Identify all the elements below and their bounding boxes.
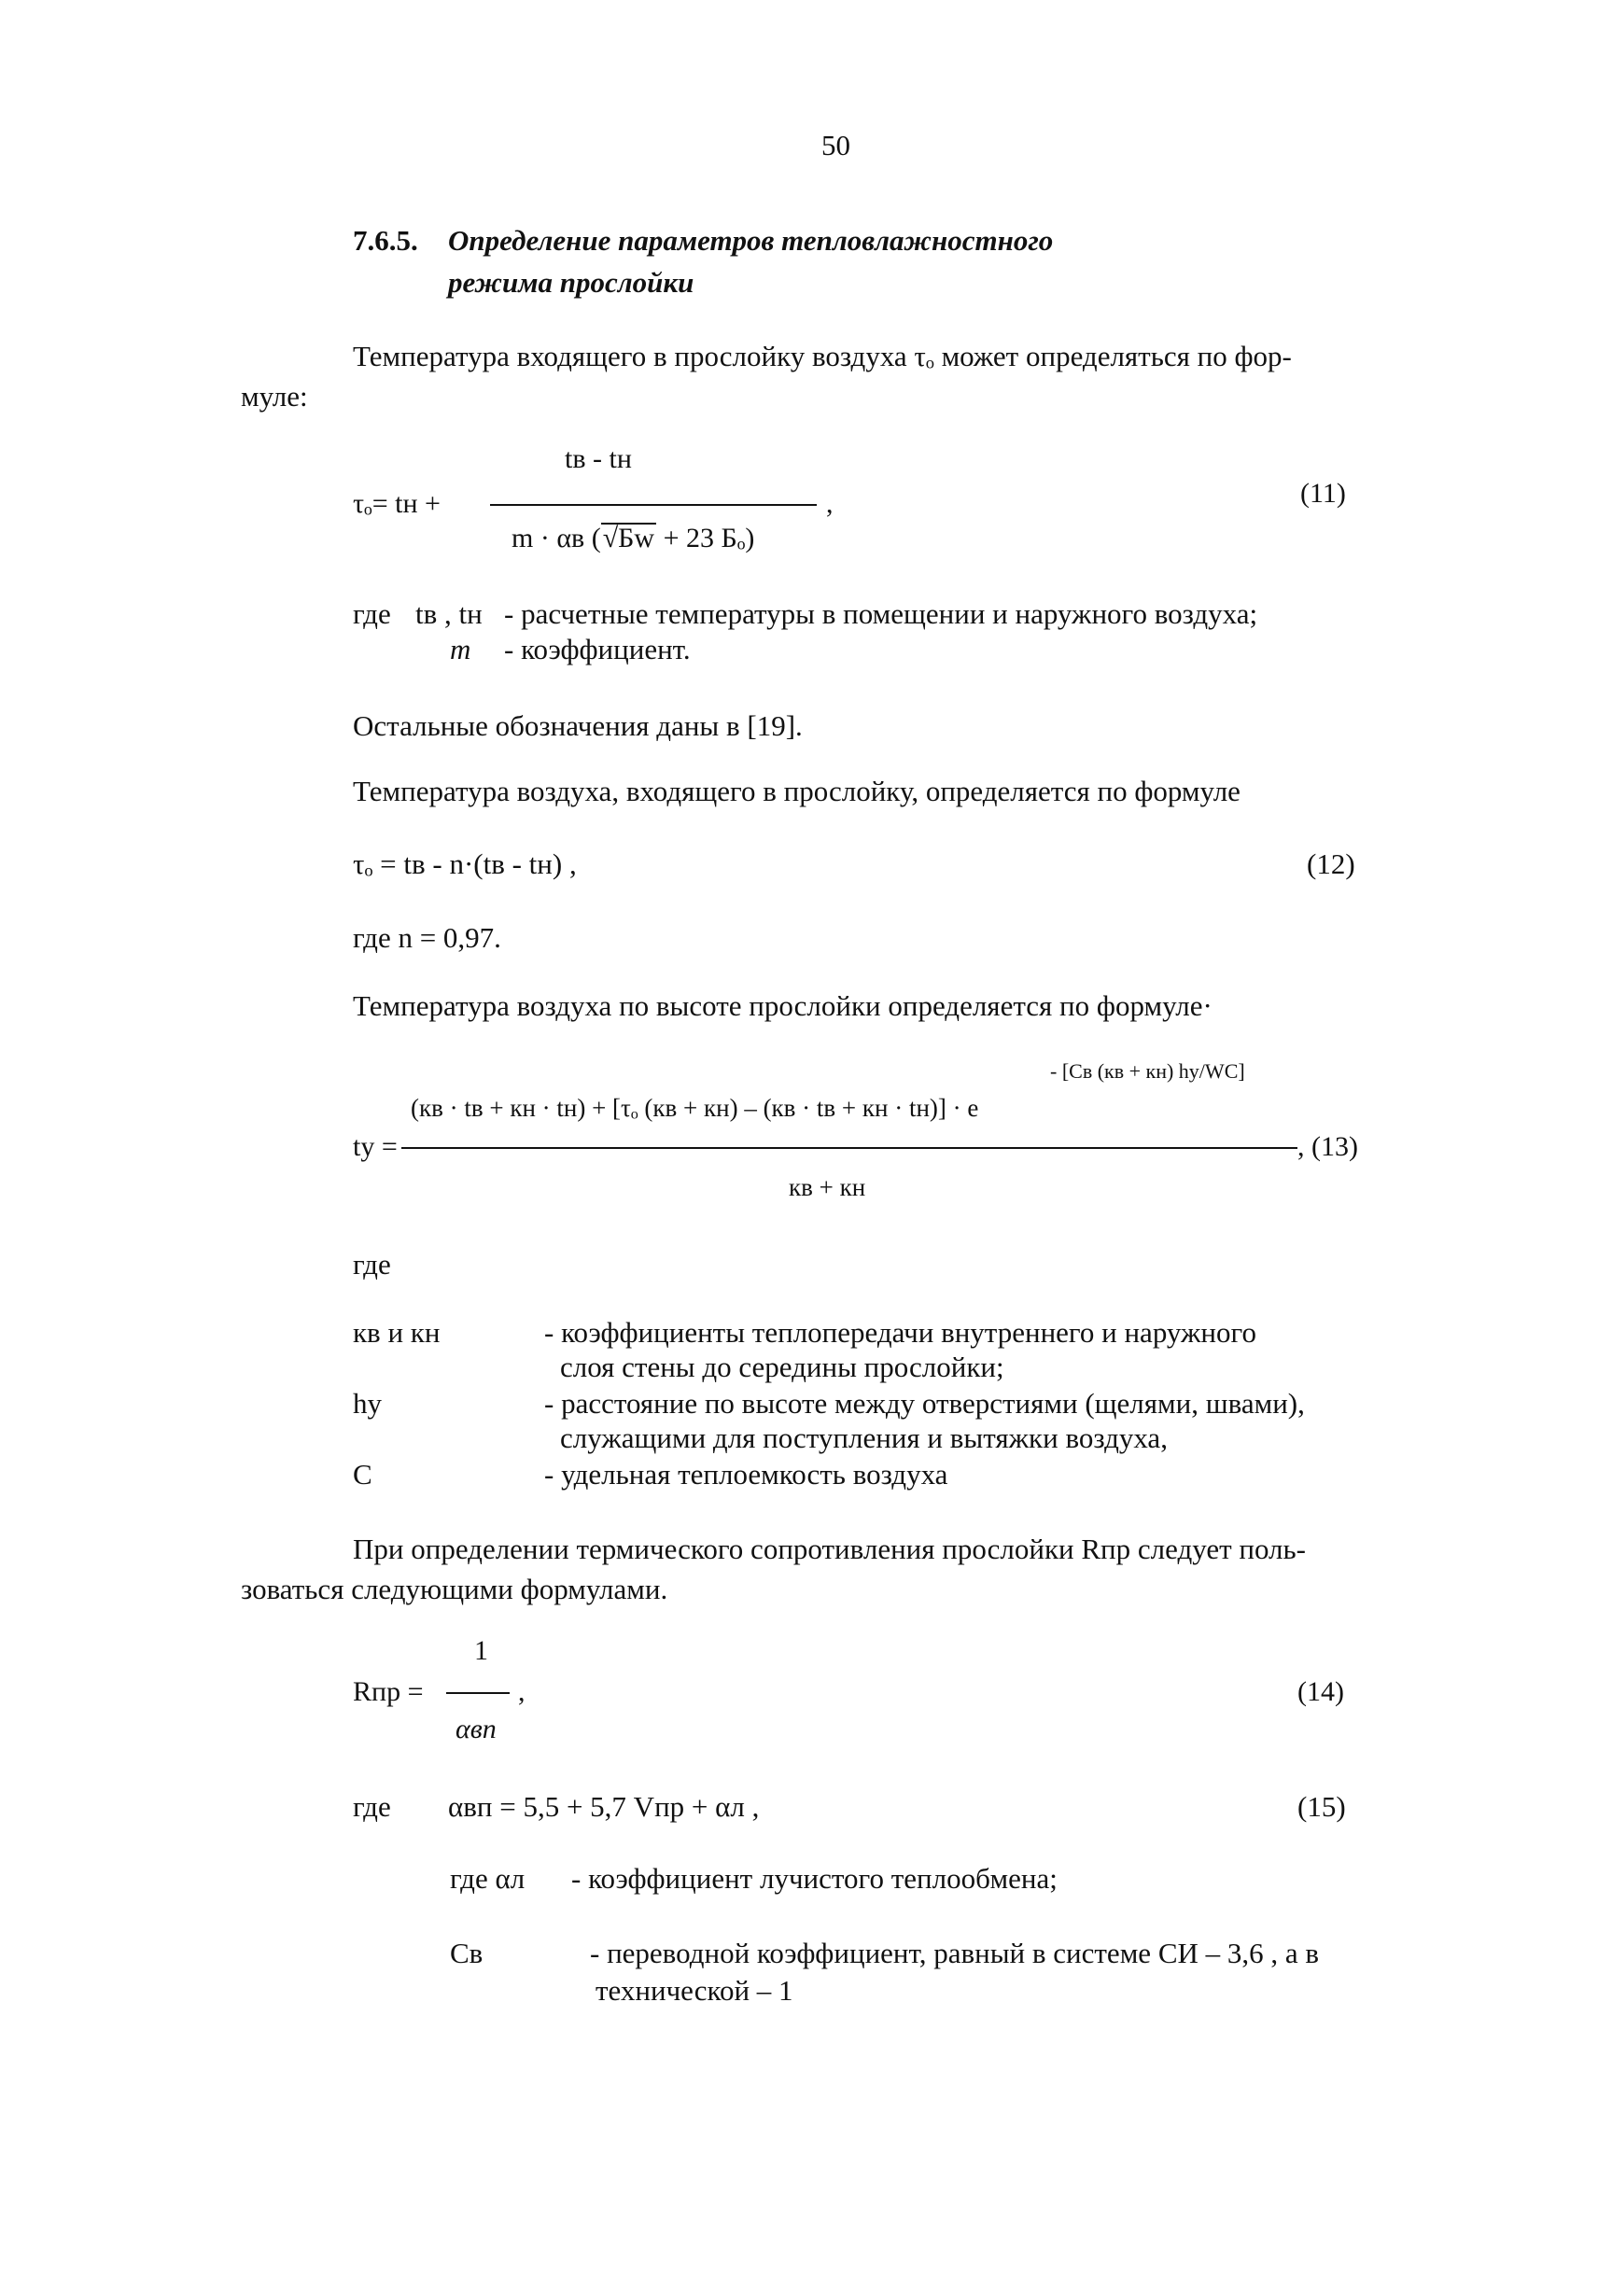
where15-label: где αл bbox=[450, 1862, 526, 1895]
where11-desc2: - коэффициент. bbox=[504, 633, 691, 665]
where11-sym1: tв , tн bbox=[415, 597, 483, 630]
eq13-exponent: - [Cв (кв + кн) hу/WC] bbox=[1050, 1059, 1245, 1083]
where13-label: где bbox=[353, 1248, 391, 1281]
where15-desc2-line2: технической – 1 bbox=[596, 1974, 793, 2007]
where15-desc2-line1: - переводной коэффициент, равный в системе СИ – 3,6 , а в bbox=[590, 1937, 1320, 1969]
eq11-den-left: m · αв ( bbox=[512, 523, 601, 553]
where13-item-line1: - удельная теплоемкость воздуха bbox=[544, 1458, 948, 1491]
eq11-denominator bbox=[512, 523, 754, 554]
where13-item-sym: hу bbox=[353, 1387, 382, 1420]
section-number: 7.6.5. bbox=[353, 224, 418, 257]
eq15-expr: αвп = 5,5 + 5,7 Vпр + αл , bbox=[448, 1790, 760, 1823]
where11-label: где bbox=[353, 597, 391, 630]
section-title-line1: Определение параметров тепловлажностного bbox=[448, 224, 1054, 257]
eq11-den-sqrt: √Бw bbox=[602, 523, 655, 553]
eq14-numerator: 1 bbox=[474, 1635, 488, 1666]
eq13-fraction-bar bbox=[401, 1147, 1297, 1149]
other-notation: Остальные обозначения даны в [19]. bbox=[353, 709, 803, 742]
eq14-denominator: αвп bbox=[456, 1714, 497, 1744]
eq13-lhs: tу = bbox=[353, 1131, 398, 1162]
paragraph-2: Температура воздуха, входящего в прослойку, определяется по формуле bbox=[353, 775, 1241, 807]
eq14-lhs: Rпр = bbox=[353, 1676, 424, 1707]
where15-sym2: Cв bbox=[450, 1937, 484, 1969]
where13-item-sym: кв и кн bbox=[353, 1316, 441, 1349]
eq15-number: (15) bbox=[1297, 1790, 1346, 1823]
eq11-tail: , bbox=[826, 488, 834, 519]
n-value: где n = 0,97. bbox=[353, 921, 501, 954]
paragraph-4-line2: зоваться следующими формулами. bbox=[241, 1573, 668, 1605]
where11-desc1: - расчетные температуры в помещении и наружного воздуха; bbox=[504, 597, 1258, 630]
where15-desc1: - коэффициент лучистого теплообмена; bbox=[571, 1862, 1058, 1895]
eq11-fraction-bar bbox=[490, 504, 817, 506]
section-title-line2: режима прослойки bbox=[448, 266, 694, 299]
eq11-den-right: + 23 Бₒ) bbox=[656, 523, 755, 553]
eq12-expr: τₒ = tв - n·(tв - tн) , bbox=[353, 847, 577, 880]
eq15-label: где bbox=[353, 1790, 391, 1823]
where13-item-sym: C bbox=[353, 1458, 372, 1491]
where13-item-line2: служащими для поступления и вытяжки воздуха, bbox=[560, 1421, 1168, 1454]
eq12-number: (12) bbox=[1307, 847, 1355, 880]
paragraph-3: Температура воздуха по высоте прослойки определяется по формуле· bbox=[353, 989, 1213, 1022]
eq13-number: , (13) bbox=[1297, 1131, 1358, 1162]
eq11-lhs: τₒ= tн + bbox=[353, 488, 441, 519]
paragraph-1-line1: Температура входящего в прослойку воздуха τₒ может определяться по фор- bbox=[353, 340, 1292, 372]
eq14-fraction-bar bbox=[446, 1692, 510, 1694]
where11-sym2: m bbox=[450, 633, 471, 665]
paragraph-4-line1: При определении термического сопротивления прослойки Rпр следует поль- bbox=[353, 1533, 1306, 1565]
where13-item-line1: - коэффициенты теплопередачи внутреннего и наружного bbox=[544, 1316, 1256, 1349]
paragraph-1-line2: муле: bbox=[241, 380, 308, 413]
eq11-number: (11) bbox=[1300, 478, 1346, 509]
eq14-tail: , bbox=[518, 1676, 526, 1707]
eq11-numerator: tв - tн bbox=[565, 443, 632, 474]
where13-item-line1: - расстояние по высоте между отверстиями (щелями, швами), bbox=[544, 1387, 1305, 1420]
page-number: 50 bbox=[821, 129, 850, 161]
eq13-denominator: кв + кн bbox=[789, 1173, 866, 1201]
eq14-number: (14) bbox=[1297, 1676, 1344, 1707]
eq13-numerator: (кв · tв + кн · tн) + [τₒ (кв + кн) – (кв · tв + кн · tн)] · e bbox=[411, 1094, 979, 1122]
where13-item-line2: слоя стены до середины прослойки; bbox=[560, 1351, 1004, 1383]
